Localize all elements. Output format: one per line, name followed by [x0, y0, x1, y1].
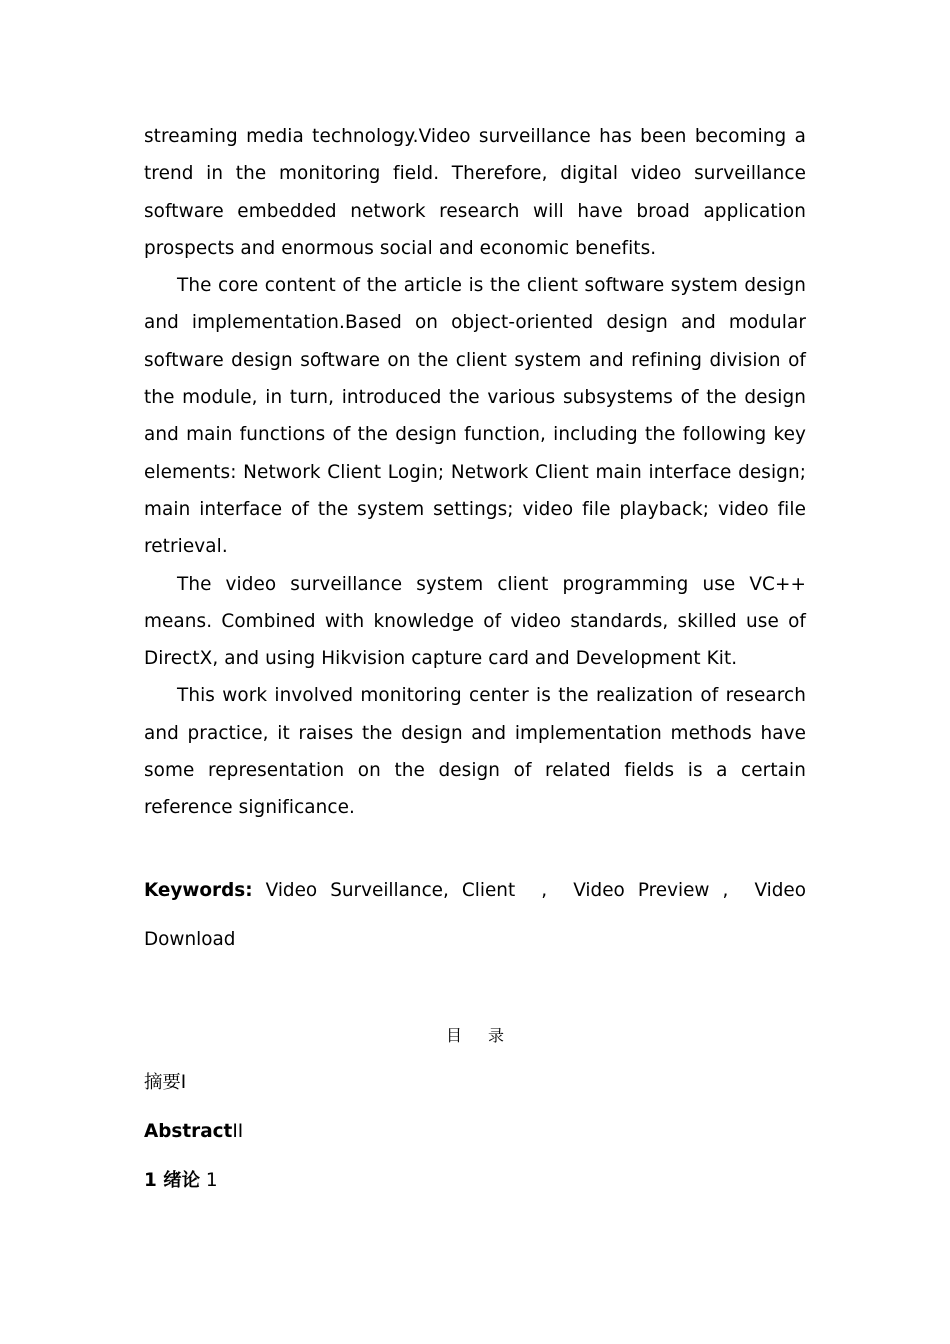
toc-entry-page: II — [232, 1121, 244, 1142]
keywords-text: Video Surveillance, Client , Video Preview , Video Download — [144, 880, 806, 950]
abstract-paragraph: streaming media technology.Video surveillance has been becoming a trend in the monitoring field. Therefore, digital video surveillance software embedded network research will have broad application prospects and enormous social and economic benefits. — [144, 126, 806, 259]
toc-entry-page: I — [180, 1072, 187, 1093]
abstract-body — [144, 118, 806, 827]
abstract-paragraph: This work involved monitoring center is the realization of research and practice, it raises the design and implementation methods have some representation on the design of related fields is a certain reference significance. — [144, 685, 806, 819]
keywords-line — [144, 866, 806, 964]
keywords-label: Keywords: — [144, 880, 253, 901]
abstract-paragraph: The video surveillance system client programming use VC++ means. Combined with knowledge of video standards, skilled use of DirectX, and using Hikvision capture card and Development Kit. — [144, 573, 806, 670]
abstract-paragraph: The core content of the article is the client software system design and implementation.Based on object-oriented design and modular software design software on the client system and refining division of the module, in turn, introduced the various subsystems of the design and main functions of the design function, including the following key elements: Network Client Login; Network Client main interface design; main interface of the system settings; video file playback; video file retrieval. — [144, 275, 806, 558]
toc-entry-page: 1 — [205, 1170, 218, 1191]
toc-entry[interactable] — [144, 1119, 243, 1145]
toc-entry-label: 1 绪论 — [144, 1170, 200, 1191]
toc-entry[interactable] — [144, 1168, 218, 1194]
toc-entry-label: 摘要 — [144, 1072, 181, 1093]
toc-entry-label: Abstract — [144, 1121, 233, 1142]
toc-entry[interactable] — [144, 1070, 186, 1096]
toc-title: 目录 — [445, 1026, 530, 1045]
